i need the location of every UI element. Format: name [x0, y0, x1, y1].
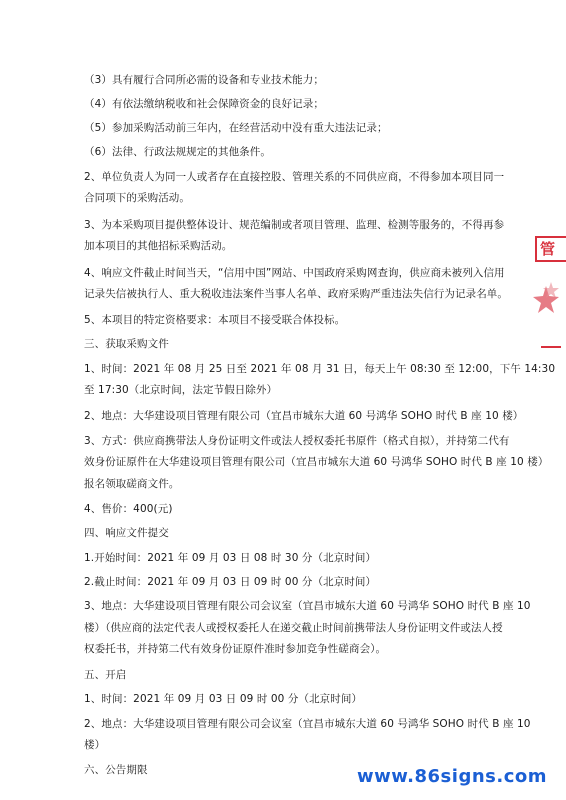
text-line: 合同项下的采购活动。: [84, 192, 190, 204]
section-heading: 六、公告期限: [84, 764, 148, 776]
text-line: 至 17:30（北京时间，法定节假日除外）: [84, 384, 278, 396]
text-line: 2、地点：大华建设项目管理有限公司会议室（宜昌市城东大道 60 号鸿华 SOHO 时代 B 座 10: [84, 718, 531, 730]
text-line: 4、响应文件截止时间当天，“信用中国”网站、中国政府采购网查询，供应商未被列入信用: [84, 267, 505, 279]
text-line: 3、地点：大华建设项目管理有限公司会议室（宜昌市城东大道 60 号鸿华 SOHO 时代 B 座 10: [84, 600, 531, 612]
section-heading: 三、获取采购文件: [84, 338, 169, 350]
text-line: （4）有依法缴纳税收和社会保障资金的良好记录；: [84, 98, 324, 110]
text-line: 1、时间：2021 年 08 月 25 日至 2021 年 08 月 31 日，每天上午 08:30 至 12:00，下午 14:30: [84, 363, 556, 375]
text-line: 4、售价：400(元): [84, 503, 173, 515]
text-line: 3、为本采购项目提供整体设计、规范编制或者项目管理、监理、检测等服务的，不得再参: [84, 219, 505, 231]
seal-edge: [541, 346, 561, 348]
text-line: （5）参加采购活动前三年内，在经营活动中没有重大违法记录；: [84, 122, 388, 134]
text-line: 2.截止时间：2021 年 09 月 03 日 09 时 00 分（北京时间）: [84, 576, 377, 588]
seal-text: 管: [535, 236, 566, 262]
text-line: 5、本项目的特定资格要求：本项目不接受联合体投标。: [84, 314, 346, 326]
text-line: 楼）（供应商的法定代表人或授权委托人在递交截止时间前携带法人身份证明文件或法人授: [84, 622, 503, 634]
site-watermark: www.86signs.com: [356, 766, 547, 787]
text-line: 报名领取磋商文件。: [84, 478, 180, 490]
text-line: 权委托书，并持第二代有效身份证原件准时参加竞争性磋商会）。: [84, 643, 387, 655]
section-heading: 四、响应文件提交: [84, 527, 169, 539]
text-line: （6）法律、行政法规规定的其他条件。: [84, 146, 271, 158]
star-icon: [531, 280, 561, 320]
text-line: 楼）: [84, 739, 106, 751]
text-line: 效身份证原件在大华建设项目管理有限公司（宜昌市城东大道 60 号鸿华 SOHO 时代 B 座 10 楼）: [84, 456, 549, 468]
section-heading: 五、开启: [84, 669, 127, 681]
text-line: 3、方式：供应商携带法人身份证明文件或法人授权委托书原件（格式自拟），并持第二代有: [84, 435, 510, 447]
text-line: 加本项目的其他招标采购活动。: [84, 240, 233, 252]
text-line: 1.开始时间：2021 年 09 月 03 日 08 时 30 分（北京时间）: [84, 552, 377, 564]
official-seal: [531, 236, 561, 366]
text-line: 2、单位负责人为同一人或者存在直接控股、管理关系的不同供应商，不得参加本项目同一: [84, 171, 505, 183]
text-line: （3）具有履行合同所必需的设备和专业技术能力；: [84, 74, 324, 86]
text-line: 2、地点：大华建设项目管理有限公司（宜昌市城东大道 60 号鸿华 SOHO 时代 B 座 10 楼）: [84, 410, 524, 422]
text-line: 1、时间：2021 年 09 月 03 日 09 时 00 分（北京时间）: [84, 693, 363, 705]
text-line: 记录失信被执行人、重大税收违法案件当事人名单、政府采购严重违法失信行为记录名单。: [84, 288, 508, 300]
